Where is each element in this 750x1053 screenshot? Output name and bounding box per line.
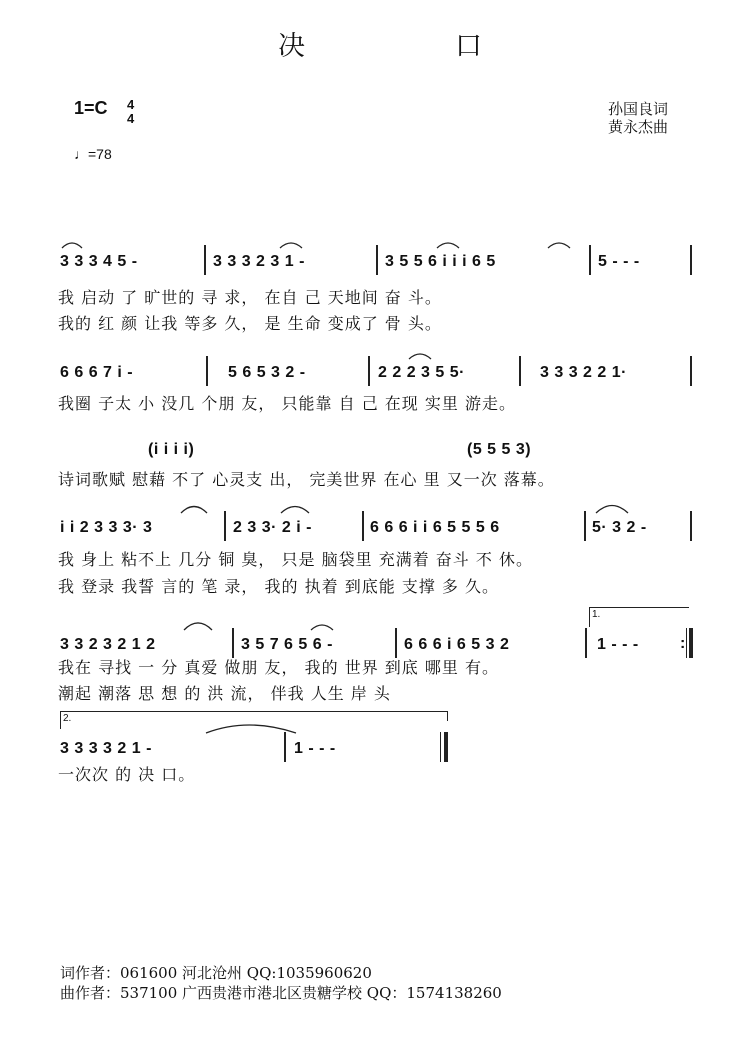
line2-lyrics: 我圈 子太 小 没几 个朋 友， 只能靠 自 己 在现 实里 游走。 bbox=[58, 394, 516, 413]
time-top: 4 bbox=[127, 97, 135, 112]
slur bbox=[548, 243, 570, 248]
line5-measure4: 1 - - - bbox=[597, 636, 639, 653]
repeat-dots: : bbox=[680, 635, 686, 652]
tie bbox=[206, 725, 296, 733]
lyricist-credit: 孙国良词 bbox=[608, 101, 669, 118]
interlude-right: (5 5 5 3) bbox=[467, 441, 532, 458]
slur bbox=[596, 506, 628, 514]
line1-measure2: 3 3 3 2 3 1 - bbox=[213, 253, 305, 270]
line2-measure3: 2 2 2 3 5 5· bbox=[378, 364, 465, 381]
line5-lyrics-verse1: 我在 寻找 一 分 真爱 做朋 友， 我的 世界 到底 哪里 有。 bbox=[58, 658, 499, 677]
line6-measure2: 1 - - - bbox=[294, 740, 336, 757]
line2-measure1: 6 6 6 7 i - bbox=[60, 364, 134, 381]
line5-measure2: 3 5 7 6 5 6 - bbox=[241, 636, 333, 653]
line4-measure3: 6 6 6 i i 6 5 5 5 6 bbox=[370, 519, 500, 536]
volta2-label: 2. bbox=[63, 713, 72, 724]
title-right: 口 bbox=[455, 31, 482, 62]
slur bbox=[184, 623, 212, 630]
line1-measure4: 5 - - - bbox=[598, 253, 640, 270]
line4-measure4: 5· 3 2 - bbox=[592, 519, 647, 536]
slur bbox=[62, 243, 82, 248]
slur bbox=[281, 507, 309, 514]
footer-lyricist-info: 词作者：061600 河北沧州 QQ:1035960620 bbox=[60, 964, 372, 982]
line6-measure1: 3 3 3 3 2 1 - bbox=[60, 740, 152, 757]
slur bbox=[311, 625, 333, 630]
footer-composer-info: 曲作者：537100 广西贵港市港北区贵糖学校 QQ：1574138260 bbox=[60, 984, 502, 1002]
line3-lyrics: 诗词歌赋 慰藉 不了 心灵支 出， 完美世界 在心 里 又一次 落幕。 bbox=[58, 470, 555, 489]
line1-measure1: 3 3 3 4 5 - bbox=[60, 253, 138, 270]
slur bbox=[181, 507, 207, 514]
composer-credit: 黄永杰曲 bbox=[608, 119, 669, 136]
tempo-marking: ♩=78 bbox=[74, 146, 112, 162]
line2-measure2: 5 6 5 3 2 - bbox=[228, 364, 306, 381]
line1-lyrics-verse2: 我的 红 颜 让我 等多 久， 是 生命 变成了 骨 头。 bbox=[58, 314, 442, 333]
line6-lyrics: 一次次 的 决 口。 bbox=[58, 765, 196, 784]
interlude-left: (i i i i) bbox=[148, 441, 195, 458]
slur bbox=[437, 243, 459, 248]
line1-lyrics-verse1: 我 启动 了 旷世的 寻 求， 在自 己 天地间 奋 斗。 bbox=[58, 288, 442, 307]
line4-measure1: i i 2 3 3 3· 3 bbox=[60, 519, 153, 536]
line1-measure3: 3 5 5 6 i i i 6 5 bbox=[385, 253, 496, 270]
title-left: 决 bbox=[278, 31, 305, 62]
line5-measure3: 6 6 6 i 6 5 3 2 bbox=[404, 636, 510, 653]
time-bottom: 4 bbox=[127, 111, 135, 126]
line4-measure2: 2 3 3· 2 i - bbox=[233, 519, 312, 536]
line4-lyrics-verse2: 我 登录 我誓 言的 笔 录， 我的 执着 到底能 支撑 多 久。 bbox=[58, 577, 499, 596]
line5-lyrics-verse2: 潮起 潮落 思 想 的 洪 流， 伴我 人生 岸 头 bbox=[58, 684, 391, 703]
line5-measure1: 3 3 2 3 2 1 2 bbox=[60, 636, 156, 653]
line2-measure4: 3 3 3 2 2 1· bbox=[540, 364, 627, 381]
volta1-label: 1. bbox=[592, 609, 601, 620]
key-signature: 1=C bbox=[74, 98, 108, 118]
slur bbox=[409, 354, 431, 359]
line4-lyrics-verse1: 我 身上 粘不上 几分 铜 臭， 只是 脑袋里 充满着 奋斗 不 休。 bbox=[58, 550, 533, 569]
slur bbox=[280, 243, 302, 248]
